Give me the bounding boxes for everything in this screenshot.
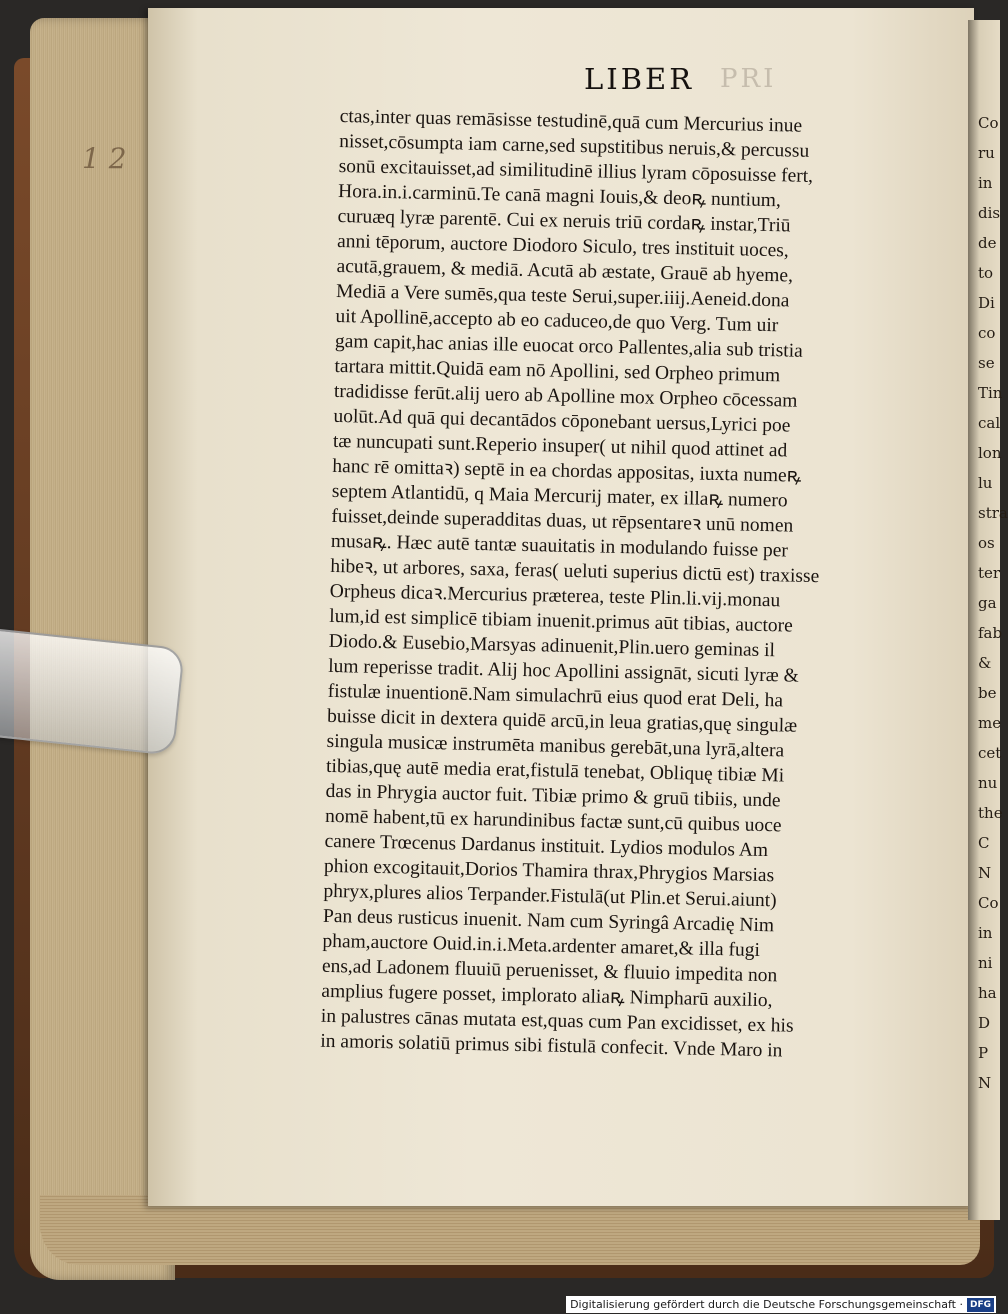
facing-fragment: lon: [978, 444, 1002, 462]
facing-fragment: be: [978, 684, 997, 702]
text-line: Orpheus dicaꝛ.Mercurius præterea, teste Plin.li.vij.monau: [329, 580, 781, 612]
facing-fragment: Tin: [978, 384, 1003, 402]
text-line: lum reperisse tradit. Alij hoc Apollini assignāt, sicuti lyræ &: [328, 655, 800, 687]
credit-text: Digitalisierung gefördert durch die Deutsche Forschungsgemeinschaft ·: [570, 1298, 963, 1311]
text-line: canere Trœcenus Dardanus instituit. Lydios modulos Am: [324, 830, 769, 862]
text-line: tradidisse ferūt.alij uero ab Apolline mox Orpheo cōcessam: [333, 380, 798, 412]
facing-fragment: dis: [978, 204, 1001, 222]
text-line: Hora.in.i.carminū.Te canā magni Iouis,& deoꝶ nuntium,: [337, 180, 782, 212]
facing-fragment: Co: [978, 114, 999, 132]
facing-fragment: in: [978, 924, 993, 942]
body-text: [320, 104, 930, 1066]
facing-fragment: N: [978, 864, 992, 882]
text-line: tæ nuncupati sunt.Reperio insuper( ut nihil quod attinet ad: [332, 430, 788, 462]
text-line: uit Apollinē,accepto ab eo caduceo,de quo Verg. Tum uir: [335, 305, 779, 337]
facing-fragment: cal: [978, 414, 1001, 432]
text-line: fuisset,deinde superadditas duas, ut rēpsentareꝛ unū nomen: [331, 505, 794, 537]
facing-fragment: Di: [978, 294, 995, 312]
manuscript-marks: 1 2: [82, 142, 127, 175]
text-line: amplius fugere posset, implorato aliaꝶ Nimpharū auxilio,: [321, 980, 773, 1012]
facing-fragment: fab: [978, 624, 1003, 642]
facing-fragment: ni: [978, 954, 993, 972]
facing-fragment: me: [978, 714, 1002, 732]
text-line: uolūt.Ad quā qui decantādos cōponebant uersus,Lyrici poe: [333, 405, 791, 437]
text-line: gam capit,hac anias ille euocat orco Pallentes,alia sub tristia: [334, 330, 803, 362]
text-line: singula musicæ instrumēta manibus gerebāt,una lyrā,altera: [326, 730, 785, 762]
facing-fragment: N: [978, 1074, 992, 1092]
text-line: hanc rē omittaꝛ) septē in ea chordas appositas, iuxta numeꝶ: [332, 455, 802, 487]
facing-fragment: to: [978, 264, 994, 282]
facing-fragment: stra: [978, 504, 1008, 522]
text-line: musaꝶ. Hæc autē tantæ suauitatis in modulando fuisse per: [330, 530, 789, 562]
facing-fragment: os: [978, 534, 995, 552]
facing-fragment: &: [978, 654, 992, 672]
text-line: sonū excitauisset,ad similitudinē illius lyram cōposuisse fert,: [338, 155, 814, 187]
text-line: septem Atlantidū, q Maia Mercurij mater, ex illaꝶ numero: [331, 480, 788, 512]
text-line: curuæq lyræ parentē. Cui ex neruis triū cordaꝶ instar,Triū: [337, 205, 791, 237]
facing-fragment: co: [978, 324, 996, 342]
text-line: hibeꝛ, ut arbores, saxa, feras( ueluti superius dictū est) traxisse: [330, 555, 820, 588]
text-line: Diodo.& Eusebio,Marsyas adinuenit,Plin.uero geminas il: [328, 630, 776, 662]
facing-fragment: in: [978, 174, 993, 192]
facing-fragment: cet: [978, 744, 1002, 762]
text-line: das in Phrygia auctor fuit. Tibiæ primo & gruū tibiis, unde: [325, 780, 781, 812]
glass-page-holder: [0, 628, 185, 756]
text-line: Pan deus rusticus inuenit. Nam cum Syringâ Arcadię Nim: [322, 905, 775, 937]
text-line: ctas,inter quas remāsisse testudinē,quā cum Mercurius inue: [339, 105, 803, 137]
text-line: in amoris solatiū primus sibi fistulā confecit. Vnde Maro in: [320, 1030, 783, 1062]
facing-fragment: ga: [978, 594, 997, 612]
text-line: nisset,cōsumpta iam carne,sed supstitibus neruis,& percussu: [338, 130, 810, 162]
facing-fragment: se: [978, 354, 995, 372]
text-line: fistulæ inuentionē.Nam simulachrū eius quod erat Deli, ha: [327, 680, 784, 712]
text-line: buisse dicit in dextera quidē arcū,in leua gratias,quę singulæ: [326, 705, 798, 737]
text-line: lum,id est simplicē tibiam inuenit.primus aūt tibias, auctore: [329, 605, 793, 637]
text-line: nomē habent,tū ex harundinibus factæ sunt,cū quibus uoce: [324, 805, 782, 837]
text-line: ens,ad Ladonem fluuiū peruenisset, & fluuio impedita non: [321, 955, 778, 987]
dfg-logo: DFG: [967, 1298, 994, 1312]
text-line: phion excogitauit,Dorios Thamira thrax,Phrygios Marsias: [323, 855, 775, 887]
facing-fragment: C: [978, 834, 990, 852]
facing-page-text: [978, 108, 1008, 1098]
page-heading: LIBER: [584, 62, 695, 96]
facing-fragment: the: [978, 804, 1003, 822]
text-line: tibias,quę autē media erat,fistulā tenebat, Obliquę tibiæ Mi: [325, 755, 785, 787]
heading-bleed-through: PRI: [720, 64, 777, 94]
facing-fragment: ru: [978, 144, 995, 162]
text-line: acutā,grauem, & mediā. Acutā ab æstate, Grauē ab hyeme,: [336, 255, 794, 287]
text-line: in palustres cānas mutata est,quas cum Pan excidisset, ex his: [320, 1005, 794, 1037]
digitization-credit: [566, 1296, 996, 1313]
text-line: phryx,plures alios Terpander.Fistulā(ut Plin.et Serui.aiunt): [323, 880, 777, 912]
text-line: tartara mittit.Quidā eam nō Apollini, sed Orpheo primum: [334, 355, 781, 387]
facing-fragment: de: [978, 234, 997, 252]
facing-fragment: ter: [978, 564, 1001, 582]
text-line: Mediā a Vere sumēs,qua teste Serui,super.iiij.Aeneid.dona: [335, 280, 790, 312]
facing-fragment: Co: [978, 894, 999, 912]
facing-fragment: P: [978, 1044, 989, 1062]
facing-fragment: ha: [978, 984, 997, 1002]
facing-fragment: D: [978, 1014, 991, 1032]
facing-fragment: nu: [978, 774, 998, 792]
facing-fragment: lu: [978, 474, 993, 492]
text-line: pham,auctore Ouid.in.i.Meta.ardenter amaret,& illa fugi: [322, 930, 761, 961]
text-line: anni tēporum, auctore Diodoro Siculo, tres instituit uoces,: [336, 230, 789, 262]
